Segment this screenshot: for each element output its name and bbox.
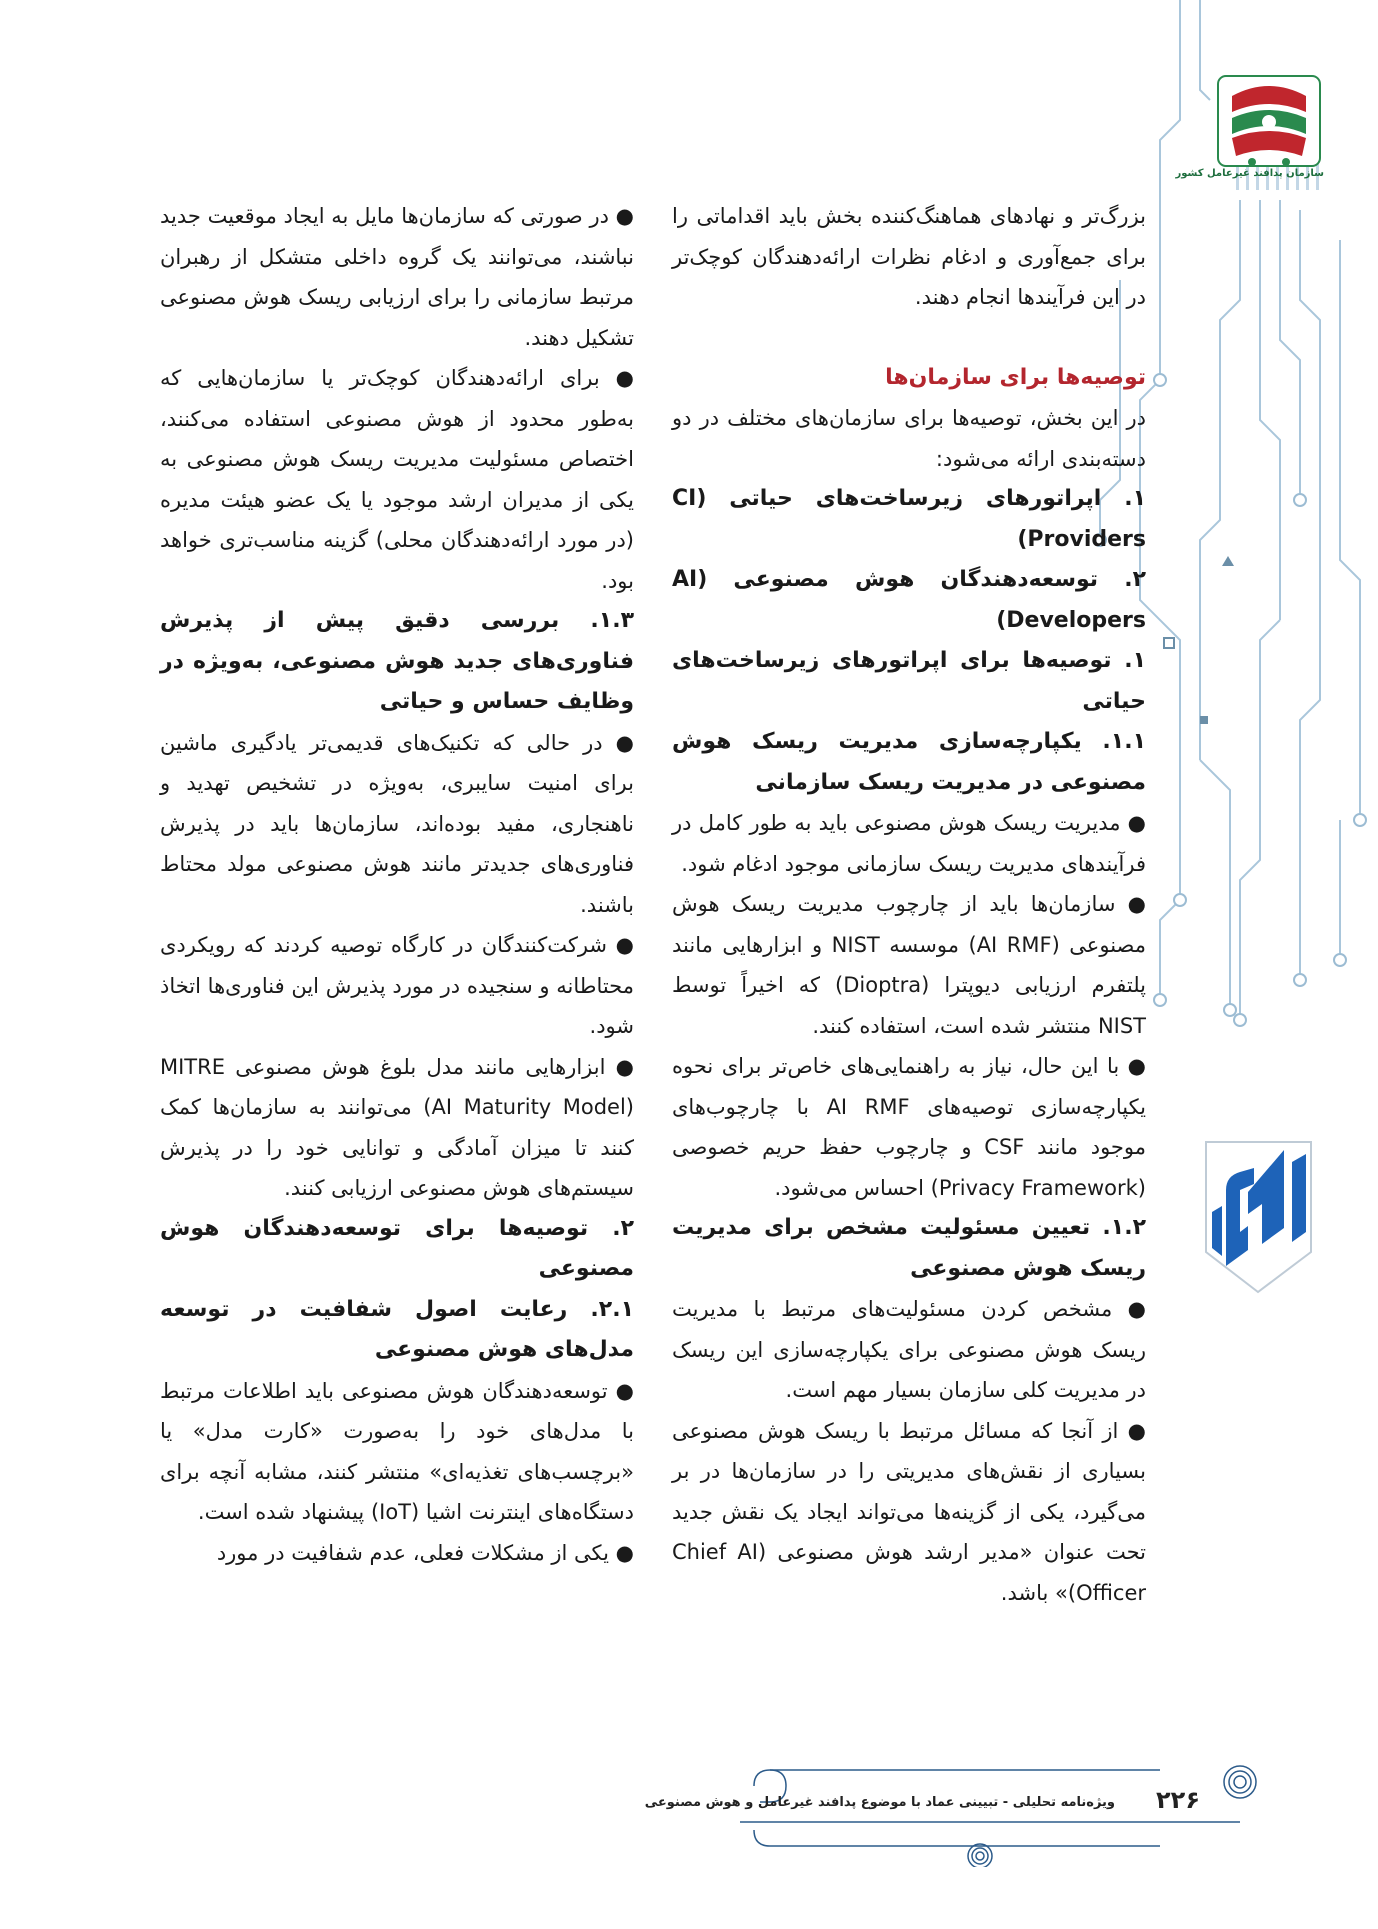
footer-decoration — [644, 1762, 1300, 1867]
section-heading-1-1: ۱.۱. یکپارچه‌سازی مدیریت ریسک هوش مصنوعی در مدیریت ریسک سازمانی — [672, 729, 1146, 795]
bullet-paragraph: ● از آنجا که مسائل مرتبط با ریسک هوش مصنوعی بسیاری از نقش‌های مدیریتی را در سازمان‌ها در بر می‌گیرد، یکی از گزینه‌ها می‌تواند ایجاد یک نقش جدید تحت عنوان «مدیر ارشد هوش مصنوعی (Chief AI Officer)» باشد. — [672, 1418, 1146, 1605]
bullet-paragraph: ● مشخص کردن مسئولیت‌های مرتبط با مدیریت ریسک هوش مصنوعی برای یکپارچه‌سازی این ریسک در مدیریت کلی سازمان بسیار مهم است. — [672, 1297, 1146, 1402]
list-item-ci-providers: ۱. اپراتورهای زیرساخت‌های حیاتی (CI Providers) — [672, 486, 1146, 552]
section-heading-1-3: ۱.۳. بررسی دقیق پیش از پذیرش فناوری‌های جدید هوش مصنوعی، به‌ویژه در وظایف حساس و حیاتی — [160, 608, 634, 714]
triangle-marker-icon — [1222, 556, 1234, 566]
left-text-column — [160, 196, 634, 1573]
paragraph-intro: در این بخش، توصیه‌ها برای سازمان‌های مختلف در دو دسته‌بندی ارائه می‌شود: — [672, 406, 1146, 471]
square-marker-icon-2 — [1200, 716, 1208, 724]
section-heading-2: ۲. توصیه‌ها برای توسعه‌دهندگان هوش مصنوعی — [160, 1215, 634, 1281]
bullet-paragraph: ● برای ارائه‌دهندگان کوچک‌تر یا سازمان‌هایی که به‌طور محدود از هوش مصنوعی استفاده می‌کنند، اختصاص مسئولیت مدیریت ریسک هوش مصنوعی به یکی از مدیران ارشد موجود یا یک عضو هیئت مدیره (در مورد ارائه‌دهندگان محلی) گزینه مناسب‌تری خواهد بود. — [160, 366, 634, 593]
bullet-paragraph: ● ابزارهایی مانند مدل بلوغ هوش مصنوعی MITRE (AI Maturity Model) می‌توانند به سازمان‌ها کمک کنند تا میزان آمادگی و توانایی خود را در پذیرش سیستم‌های هوش مصنوعی ارزیابی کنند. — [160, 1054, 634, 1200]
org-name-label: سازمان پدافند غیرعامل کشور — [1175, 168, 1324, 179]
bullet-paragraph: ● یکی از مشکلات فعلی، عدم شفافیت در مورد — [216, 1540, 634, 1565]
emad-logo-icon — [1196, 1132, 1321, 1297]
bullet-paragraph: ● با این حال، نیاز به راهنمایی‌های خاص‌تر برای نحوه یکپارچه‌سازی توصیه‌های AI RMF با چارچوب‌های موجود مانند CSF و چارچوب حفظ حریم خصوصی (Privacy Framework) احساس می‌شود. — [672, 1054, 1147, 1200]
bullet-paragraph: ● سازمان‌ها باید از چارچوب مدیریت ریسک هوش مصنوعی (AI RMF) موسسه NIST و ابزارهایی مانند پلتفرم ارزیابی دیوپترا (Dioptra) که اخیراً توسط NIST منتشر شده است، استفاده کنند. — [672, 892, 1146, 1038]
bullet-paragraph: ● شرکت‌کنندگان در کارگاه توصیه کردند که رویکردی محتاطانه و سنجیده در مورد پذیرش این فناوری‌ها اتخاذ شود. — [160, 933, 634, 1038]
paragraph-continuation: بزرگ‌تر و نهادهای هماهنگ‌کننده بخش باید اقداماتی را برای جمع‌آوری و ادغام نظرات ارائه‌دهندگان کوچک‌تر در این فرآیندها انجام دهند. — [672, 204, 1146, 309]
bullet-paragraph: ● در حالی که تکنیک‌های قدیمی‌تر یادگیری ماشین برای امنیت سایبری، به‌ویژه در تشخیص تهدید و ناهنجاری، مفید بوده‌اند، سازمان‌ها باید در پذیرش فناوری‌های جدیدتر مانند هوش مصنوعی مولد محتاط باشند. — [160, 730, 634, 917]
right-text-column — [672, 196, 1146, 1613]
bullet-paragraph: ● توسعه‌دهندگان هوش مصنوعی باید اطلاعات مرتبط با مدل‌های خود را به‌صورت «کارت مدل» یا «برچسب‌های تغذیه‌ای» منتشر کنند، مشابه آنچه برای دستگاه‌های اینترنت اشیا (IoT) پیشنهاد شده است. — [160, 1378, 634, 1524]
footer-publication-title: ویژه‌نامه تحلیلی - تبیینی عماد با موضوع پدافند غیرعامل و هوش مصنوعی — [644, 1795, 1115, 1810]
list-item-ai-developers: ۲. توسعه‌دهندگان هوش مصنوعی (AI Developers) — [672, 567, 1146, 633]
section-heading-organizations: توصیه‌ها برای سازمان‌ها — [885, 364, 1146, 390]
section-heading-2-1: ۲.۱. رعایت اصول شفافیت در توسعه مدل‌های هوش مصنوعی — [160, 1296, 634, 1362]
page-number: ۲۲۶ — [1156, 1786, 1200, 1814]
square-marker-icon — [1164, 638, 1174, 648]
section-heading-1: ۱. توصیه‌ها برای اپراتورهای زیرساخت‌های حیاتی — [672, 648, 1146, 714]
passive-defense-logo — [1175, 72, 1324, 192]
bullet-paragraph: ● مدیریت ریسک هوش مصنوعی باید به طور کامل در فرآیندهای مدیریت ریسک سازمانی موجود ادغام شود. — [672, 811, 1146, 876]
section-heading-1-2: ۱.۲. تعیین مسئولیت مشخص برای مدیریت ریسک هوش مصنوعی — [672, 1215, 1146, 1281]
bullet-paragraph: ● در صورتی که سازمان‌ها مایل به ایجاد موقعیت جدید نباشند، می‌توانند یک گروه داخلی متشکل از رهبران مرتبط سازمانی را برای ارزیابی ریسک هوش مصنوعی تشکیل دهند. — [160, 204, 634, 350]
